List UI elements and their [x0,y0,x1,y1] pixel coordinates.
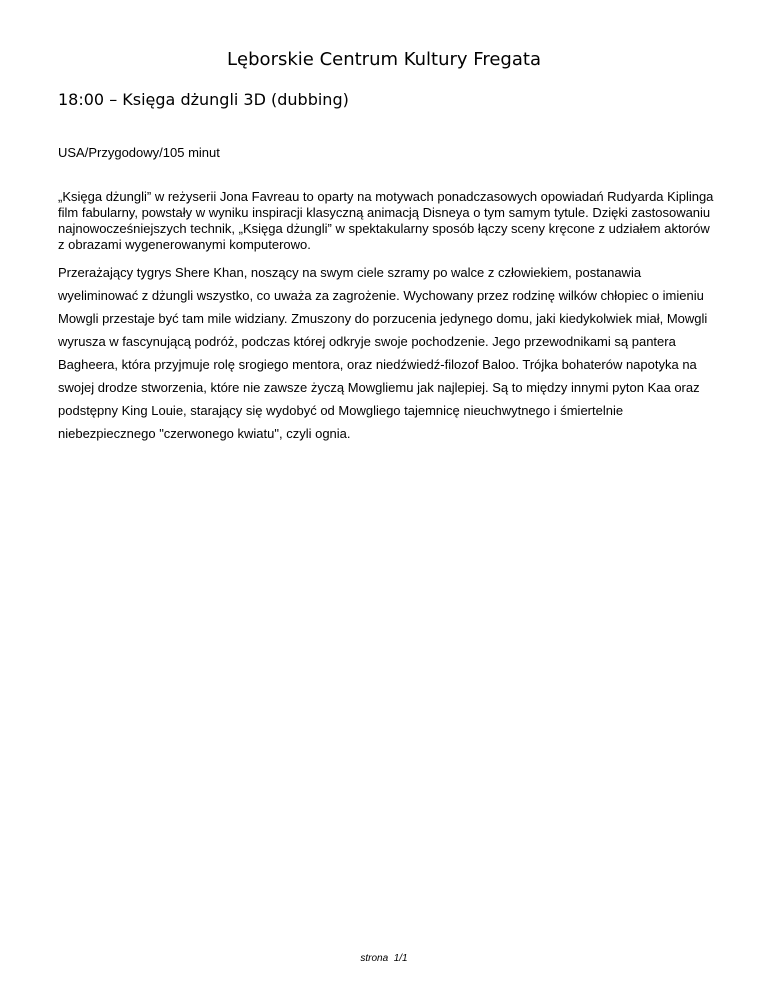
page-title: Lęborskie Centrum Kultury Fregata [227,49,541,70]
intro-paragraph: „Księga dżungli” w reżyserii Jona Favreau to oparty na motywach ponadczasowych opowiadań Rudyarda Kiplinga film fabularny, powstały w wyniku inspiracji klasyczną animacją Disneya o tym samym tytule. Dzięki zastosowaniu najnowocześniejszych technik, „Księga dżungli” w spektakularny sposób łączy sceny kręcone z udziałem aktorów z obrazami wygenerowanymi komputerowo. [58,189,714,252]
story-paragraph: Przerażający tygrys Shere Khan, noszący na swym ciele szramy po walce z człowiekiem, postanawia wyeliminować z dżungli wszystko, co uważa za zagrożenie. Wychowany przez rodzinę wilków chłopiec o imieniu Mowgli przestaje być tam mile widziany. Zmuszony do porzucenia jedynego domu, jaki kiedykolwiek miał, Mowgli wyrusza w fascynującą podróż, podczas której odkryje swoje pochodzenie. Jego przewodnikami są pantera Bagheera, która przyjmuje rolę srogiego mentora, oraz niedźwiedź-filozof Baloo. Trójka bohaterów napotyka na swojej drodze stworzenia, które nie zawsze życzą Mowgliemu jak najlepiej. Są to między innymi pyton Kaa oraz podstępny King Louie, starający się wydobyć od Mowgliego tajemnicę nieuchwytnego i śmiertelnie niebezpiecznego "czerwonego kwiatu", czyli ognia. [58,265,708,441]
film-meta: USA/Przygodowy/105 minut [58,145,220,160]
page-number: strona 1/1 [360,953,408,964]
event-heading: 18:00 – Księga dżungli 3D (dubbing) [58,90,349,109]
